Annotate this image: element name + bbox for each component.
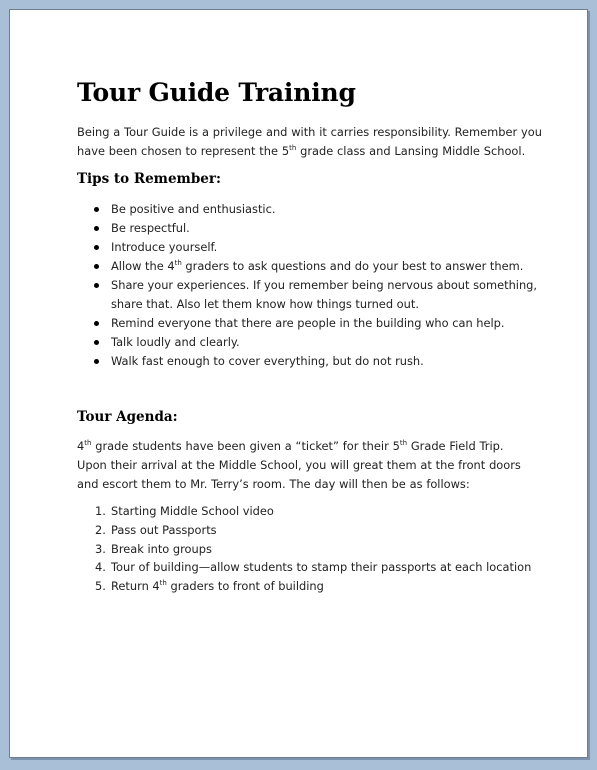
bullet-icon bbox=[94, 245, 99, 250]
tip-text: Be positive and enthusiastic. bbox=[111, 202, 276, 216]
tip-text: Walk fast enough to cover everything, but do not rush. bbox=[111, 354, 424, 368]
tip-text: Be respectful. bbox=[111, 221, 190, 235]
tip-item bbox=[77, 276, 547, 314]
agenda-number: 2. bbox=[95, 522, 106, 537]
bullet-icon bbox=[94, 340, 99, 345]
agenda-item bbox=[77, 577, 547, 596]
agenda-item bbox=[77, 521, 547, 540]
agenda-number: 1. bbox=[95, 504, 106, 518]
agenda-number: 5. bbox=[95, 579, 106, 594]
tips-list bbox=[77, 200, 547, 371]
agenda-intro-text-2: grade students have been given a “ticket” for their 5 bbox=[91, 439, 400, 453]
tip-text-post: graders to ask questions and do your best to answer them. bbox=[181, 259, 524, 273]
tip-item bbox=[77, 238, 547, 257]
document-page bbox=[9, 9, 588, 758]
agenda-item bbox=[77, 540, 547, 559]
tip-item bbox=[77, 219, 547, 238]
bullet-icon bbox=[94, 321, 99, 326]
tip-item bbox=[77, 333, 547, 352]
intro-paragraph bbox=[77, 123, 547, 161]
agenda-intro-paragraph bbox=[77, 437, 527, 494]
tip-text: Share your experiences. If you remember being nervous about something, share that. Also let them know how things turned out. bbox=[111, 278, 538, 311]
agenda-intro-superscript-1: th bbox=[84, 439, 92, 448]
intro-text-2: grade class and Lansing Middle School. bbox=[296, 144, 526, 158]
agenda-heading: Tour Agenda: bbox=[77, 409, 178, 425]
agenda-text: Pass out Passports bbox=[111, 522, 217, 537]
agenda-number: 3. bbox=[95, 541, 106, 556]
agenda-item bbox=[77, 558, 547, 577]
agenda-intro-text-3: Grade Field Trip. Upon their arrival at the Middle School, you will great them at the front doors and escort them to Mr. Terry’s room. The day will then be as follows: bbox=[77, 439, 521, 491]
bullet-icon bbox=[94, 264, 99, 269]
agenda-list bbox=[77, 502, 547, 596]
agenda-superscript: th bbox=[159, 579, 167, 588]
tip-item bbox=[77, 352, 547, 371]
tip-text: Introduce yourself. bbox=[111, 240, 218, 254]
tip-item bbox=[77, 200, 547, 219]
agenda-item bbox=[77, 502, 547, 521]
bullet-icon bbox=[94, 207, 99, 212]
bullet-icon bbox=[94, 283, 99, 288]
tip-text: Talk loudly and clearly. bbox=[111, 335, 240, 349]
bullet-icon bbox=[94, 226, 99, 231]
page-title: Tour Guide Training bbox=[77, 78, 356, 107]
agenda-text: Break into groups bbox=[111, 541, 212, 556]
tip-item bbox=[77, 314, 547, 333]
agenda-intro-superscript-2: th bbox=[399, 439, 408, 448]
tip-text: Allow the 4 bbox=[111, 259, 175, 273]
agenda-number: 4. bbox=[95, 560, 106, 575]
agenda-intro-text-1: 4 bbox=[77, 439, 85, 453]
agenda-text-post: graders to front of building bbox=[166, 579, 324, 594]
agenda-text: Return 4 bbox=[111, 579, 160, 594]
tip-superscript: th bbox=[174, 259, 182, 268]
intro-superscript: th bbox=[289, 144, 297, 153]
tips-heading: Tips to Remember: bbox=[77, 171, 221, 187]
agenda-text: Starting Middle School video bbox=[111, 504, 274, 518]
agenda-text: Tour of building—allow students to stamp their passports at each location bbox=[111, 560, 532, 575]
tip-item bbox=[77, 257, 547, 276]
tip-text: Remind everyone that there are people in the building who can help. bbox=[111, 316, 505, 330]
intro-text-1: Being a Tour Guide is a privilege and with it carries responsibility. Remember you have been chosen to represent the 5 bbox=[77, 125, 542, 158]
bullet-icon bbox=[94, 359, 99, 364]
